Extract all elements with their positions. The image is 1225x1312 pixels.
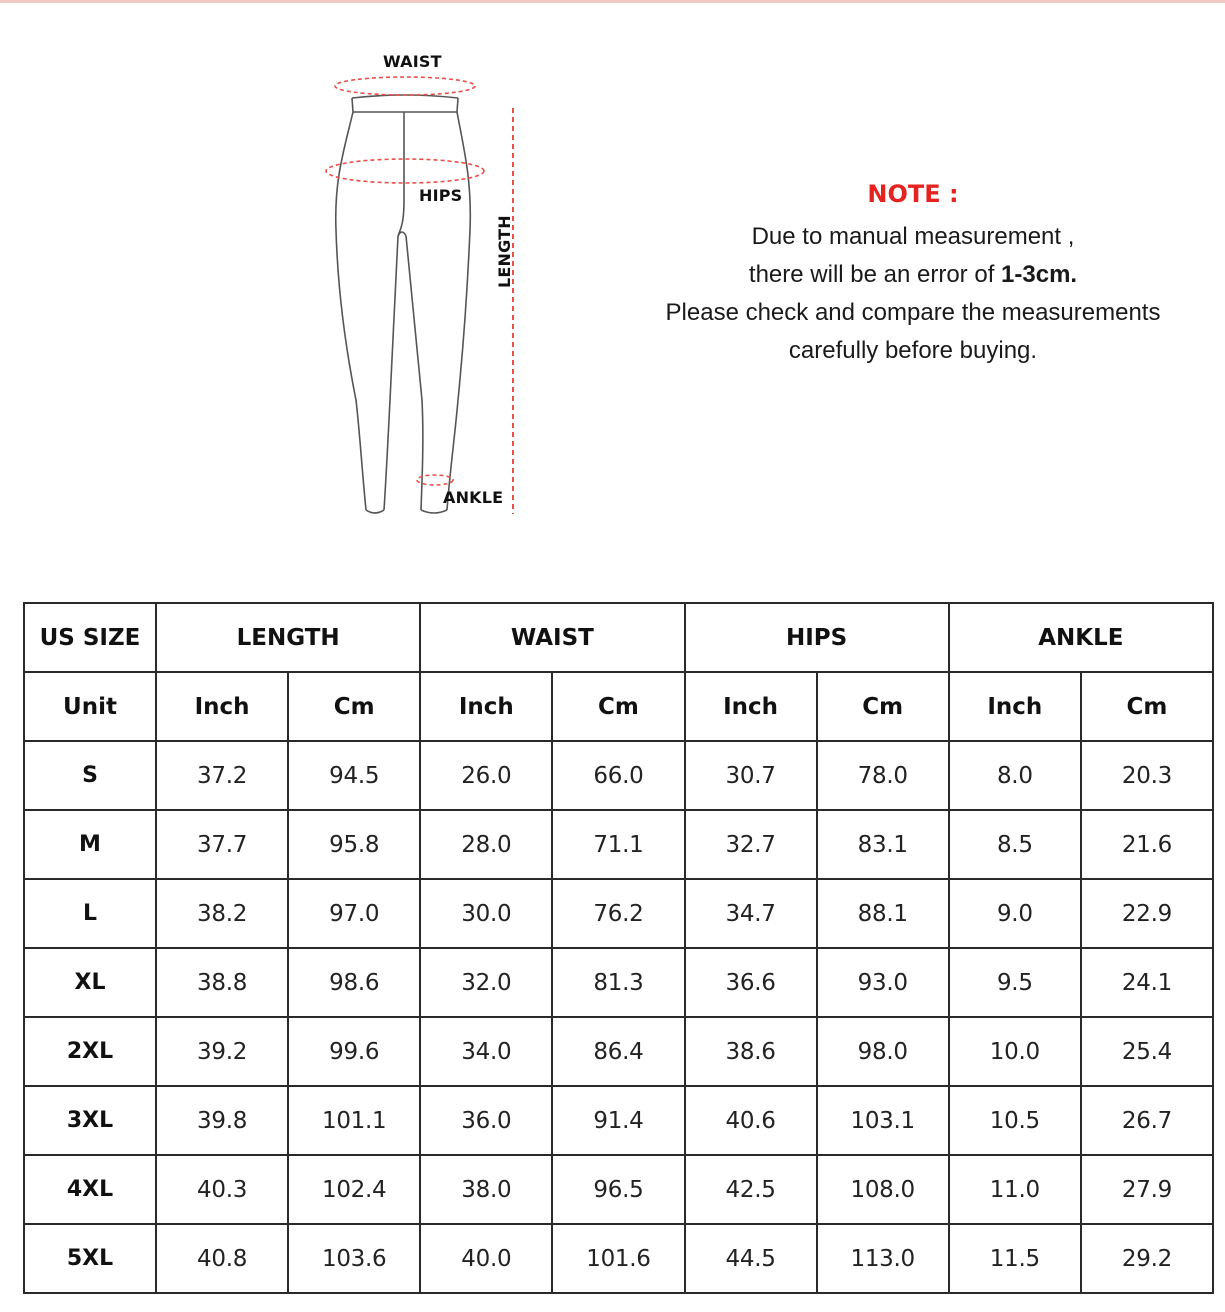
unit-cell: Cm [817, 672, 949, 741]
table-unit-row [24, 672, 1213, 741]
note-line-2 [640, 256, 1186, 294]
measurement-cell: 25.4 [1081, 1017, 1213, 1086]
note-title: NOTE : [867, 180, 959, 208]
table-row [24, 1224, 1213, 1293]
size-rows [24, 741, 1213, 1293]
waist-label: WAIST [383, 52, 442, 71]
unit-cell: Inch [420, 672, 552, 741]
measurement-cell: 10.0 [949, 1017, 1081, 1086]
header-hips: HIPS [685, 603, 949, 672]
header-ankle: ANKLE [949, 603, 1213, 672]
measurement-cell: 99.6 [288, 1017, 420, 1086]
measurement-cell: 38.6 [685, 1017, 817, 1086]
measurement-cell: 38.0 [420, 1155, 552, 1224]
measurement-cell: 26.7 [1081, 1086, 1213, 1155]
measurement-cell: 40.0 [420, 1224, 552, 1293]
size-name-cell: 2XL [24, 1017, 156, 1086]
measurement-cell: 40.3 [156, 1155, 288, 1224]
unit-cell: Inch [949, 672, 1081, 741]
measurement-cell: 88.1 [817, 879, 949, 948]
measurement-cell: 83.1 [817, 810, 949, 879]
measurement-cell: 101.1 [288, 1086, 420, 1155]
measurement-cell: 32.7 [685, 810, 817, 879]
measurement-cell: 24.1 [1081, 948, 1213, 1017]
measurement-cell: 98.0 [817, 1017, 949, 1086]
unit-cell: Inch [685, 672, 817, 741]
measurement-cell: 8.0 [949, 741, 1081, 810]
unit-cell: Cm [1081, 672, 1213, 741]
table-row [24, 1155, 1213, 1224]
measurement-cell: 8.5 [949, 810, 1081, 879]
size-name-cell: 5XL [24, 1224, 156, 1293]
measurement-cell: 22.9 [1081, 879, 1213, 948]
table-row [24, 948, 1213, 1017]
unit-cell: Cm [552, 672, 684, 741]
measurement-cell: 34.0 [420, 1017, 552, 1086]
measurement-cell: 32.0 [420, 948, 552, 1017]
measurement-cell: 86.4 [552, 1017, 684, 1086]
measurement-cell: 28.0 [420, 810, 552, 879]
size-name-cell: M [24, 810, 156, 879]
measurement-cell: 30.0 [420, 879, 552, 948]
size-chart-table [23, 602, 1214, 1294]
measurement-cell: 95.8 [288, 810, 420, 879]
measurement-cell: 113.0 [817, 1224, 949, 1293]
leggings-measurement-diagram [300, 40, 580, 530]
size-name-cell: XL [24, 948, 156, 1017]
table-row [24, 810, 1213, 879]
measurement-cell: 71.1 [552, 810, 684, 879]
measurement-cell: 30.7 [685, 741, 817, 810]
unit-cell: Inch [156, 672, 288, 741]
length-label: LENGTH [495, 215, 514, 288]
measurement-cell: 11.5 [949, 1224, 1081, 1293]
unit-cell: Cm [288, 672, 420, 741]
measurement-cell: 108.0 [817, 1155, 949, 1224]
ankle-label: ANKLE [443, 488, 504, 507]
measurement-cell: 37.2 [156, 741, 288, 810]
hips-label: HIPS [419, 186, 463, 205]
note-line-2-text: there will be an error of [748, 261, 1002, 288]
leggings-outline-illustration [300, 40, 580, 530]
measurement-cell: 20.3 [1081, 741, 1213, 810]
header-us-size: US SIZE [24, 603, 156, 672]
error-range-highlight: 1-3cm. [1001, 261, 1078, 288]
measurement-cell: 93.0 [817, 948, 949, 1017]
measurement-cell: 78.0 [817, 741, 949, 810]
note-line-4: carefully before buying. [788, 337, 1038, 364]
measurement-cell: 26.0 [420, 741, 552, 810]
note-line-3: Please check and compare the measurements [665, 299, 1161, 326]
note-line-1: Due to manual measurement , [751, 223, 1075, 250]
measurement-cell: 38.8 [156, 948, 288, 1017]
measurement-cell: 37.7 [156, 810, 288, 879]
measurement-cell: 9.5 [949, 948, 1081, 1017]
measurement-cell: 44.5 [685, 1224, 817, 1293]
measurement-cell: 39.8 [156, 1086, 288, 1155]
measurement-cell: 36.0 [420, 1086, 552, 1155]
measurement-cell: 38.2 [156, 879, 288, 948]
unit-label: Unit [24, 672, 156, 741]
measurement-cell: 96.5 [552, 1155, 684, 1224]
measurement-cell: 102.4 [288, 1155, 420, 1224]
measurement-cell: 40.8 [156, 1224, 288, 1293]
measurement-cell: 11.0 [949, 1155, 1081, 1224]
size-name-cell: 4XL [24, 1155, 156, 1224]
measurement-cell: 97.0 [288, 879, 420, 948]
measurement-cell: 81.3 [552, 948, 684, 1017]
measurement-cell: 9.0 [949, 879, 1081, 948]
header-length: LENGTH [156, 603, 420, 672]
measurement-cell: 21.6 [1081, 810, 1213, 879]
size-name-cell: 3XL [24, 1086, 156, 1155]
measurement-cell: 10.5 [949, 1086, 1081, 1155]
measurement-cell: 66.0 [552, 741, 684, 810]
measurement-cell: 98.6 [288, 948, 420, 1017]
measurement-cell: 39.2 [156, 1017, 288, 1086]
top-divider [0, 0, 1225, 3]
measurement-cell: 103.1 [817, 1086, 949, 1155]
table-row [24, 1017, 1213, 1086]
measurement-cell: 91.4 [552, 1086, 684, 1155]
table-row [24, 879, 1213, 948]
measurement-cell: 27.9 [1081, 1155, 1213, 1224]
measurement-cell: 42.5 [685, 1155, 817, 1224]
measurement-cell: 36.6 [685, 948, 817, 1017]
measurement-cell: 103.6 [288, 1224, 420, 1293]
measurement-cell: 40.6 [685, 1086, 817, 1155]
measurement-cell: 94.5 [288, 741, 420, 810]
size-name-cell: L [24, 879, 156, 948]
table-row [24, 741, 1213, 810]
size-name-cell: S [24, 741, 156, 810]
table-row [24, 1086, 1213, 1155]
measurement-cell: 29.2 [1081, 1224, 1213, 1293]
measurement-cell: 76.2 [552, 879, 684, 948]
measurement-note [640, 180, 1186, 370]
measurement-cell: 34.7 [685, 879, 817, 948]
header-waist: WAIST [420, 603, 684, 672]
measurement-cell: 101.6 [552, 1224, 684, 1293]
table-header-row [24, 603, 1213, 672]
